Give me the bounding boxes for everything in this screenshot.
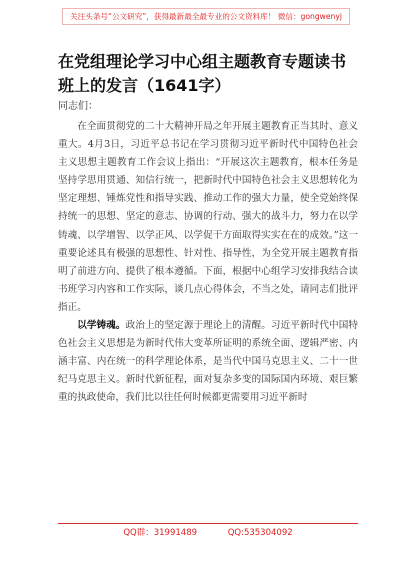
salutation: 同志们： bbox=[58, 101, 98, 112]
footer-qq: QQ:535304092 bbox=[227, 528, 293, 538]
footer-qq-group: QQ群：31991489 bbox=[123, 528, 198, 538]
section-heading: 以学铸魂。 bbox=[77, 320, 126, 332]
paragraph-section-1 bbox=[58, 317, 358, 407]
document-body bbox=[58, 118, 358, 408]
paragraph-intro: 在全面贯彻党的二十大精神开局之年开展主题教育正当其时、意义重大。4月3日，习近平总书记在学习贯彻习近平新时代中国特色社会主义思想主题教育工作会议上指出：“开展这次主题教育，根本任务是坚持学思用贯通、知信行统一，把新时代中国特色社会主义思想转化为坚定理想、锤炼党性和指导实践、推动工作的强大力量，使全党始终保持统一的思想、坚定的意志、协调的行动、强大的战斗力，努力在以学铸魂、以学增智、以学正风、以学促干方面取得实实在在的成效。”这一重要论述具有极强的思想性、针对性、指导性，为全党开展主题教育指明了前进方向、提供了根本遵循。下面，根据中心组学习安排我结合读书班学习内容和工作实际，谈几点心得体会，不当之处，请同志们批评指正。 bbox=[58, 121, 358, 313]
footer bbox=[58, 526, 358, 540]
footer-divider bbox=[58, 523, 358, 524]
promo-banner: 关注头条号“公文研究”，获得最新最全最专业的公文资料库！ 微信：gongwenyj bbox=[62, 8, 350, 25]
section-text: 政治上的坚定源于理论上的清醒。习近平新时代中国特色社会主义思想是为新时代伟大变革所证明的系统全面、逻辑严密、内涵丰富、内在统一的科学理论体系，是当代中国马克思主义、二十一世纪马克思主义。新时代新征程，面对复杂多变的国际国内环境、艰巨繁重的执政使命，我们比以往任何时候都更需要用习近平新时 bbox=[58, 320, 359, 404]
page-title: 在党组理论学习中心组主题教育专题读书班上的发言（1641字） bbox=[58, 52, 347, 95]
